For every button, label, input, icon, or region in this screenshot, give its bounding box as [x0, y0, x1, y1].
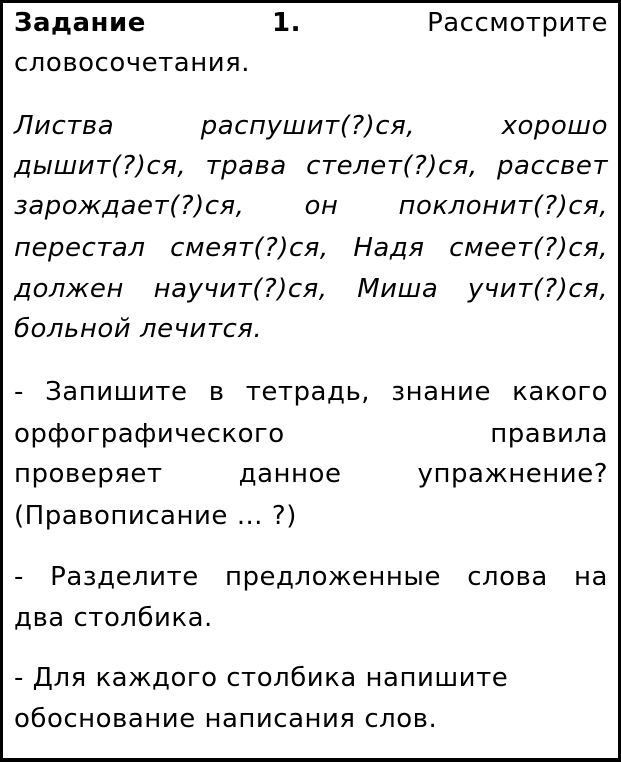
instruction-1-line: проверяет данное упражнение? — [14, 459, 608, 489]
frame-left-border — [0, 0, 3, 762]
task-title-line-2: словосочетания. — [14, 48, 250, 78]
instruction-3-line: обоснование написания слов. — [14, 704, 438, 734]
instruction-1-line: (Правописание … ?) — [14, 501, 297, 531]
instruction-2-line: два столбика. — [14, 603, 213, 633]
instruction-1-line: орфографического правила — [14, 419, 608, 449]
task-title-line — [14, 3, 608, 43]
phrases-line: зарождает(?)ся, он поклонит(?)ся, — [14, 191, 608, 221]
phrases-line: больной лечится. — [14, 314, 263, 344]
phrases-line: дышит(?)ся, трава стелет(?)ся, рассвет — [14, 151, 608, 181]
phrases-line: должен научит(?)ся, Миша учит(?)ся, — [14, 274, 608, 304]
instruction-1-line: - Запишите в тетрадь, знание какого — [14, 377, 608, 407]
frame-bottom-border — [0, 758, 621, 762]
phrases-line: Листва распушит(?)ся, хорошо — [14, 111, 608, 141]
task-title-label: Задание — [14, 8, 146, 38]
phrases-line: перестал смеят(?)ся, Надя смеет(?)ся, — [14, 233, 608, 263]
instruction-3-line: - Для каждого столбика напишите — [14, 663, 509, 693]
task-title-rest: Рассмотрите — [427, 8, 608, 38]
task-number: 1. — [271, 8, 301, 38]
instruction-2-line: - Разделите предложенные слова на — [14, 562, 608, 592]
